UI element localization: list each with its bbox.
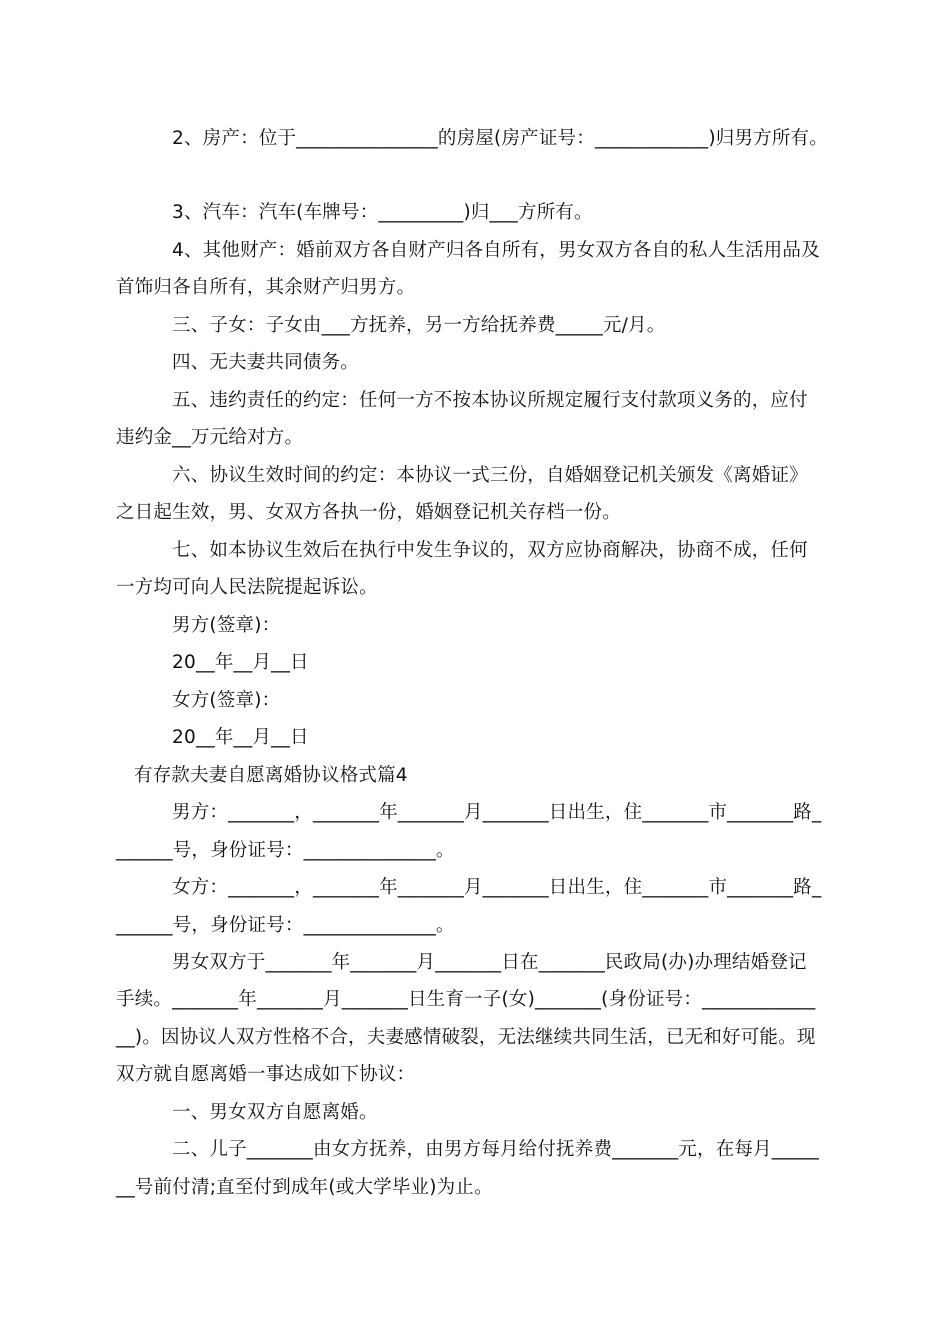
clause-effective-line1: 六、协议生效时间的约定：本协议一式三份，自婚姻登记机关颁发《离婚证》	[172, 465, 808, 486]
marriage-info-line1: 男女双方于_______年_______月_______日在_______民政局(办)办理结婚登记	[172, 952, 807, 973]
signature-female-date: 20__年__月__日	[172, 727, 309, 748]
clause-no-debt: 四、无夫妻共同债务。	[172, 352, 360, 373]
signature-female: 女方(签章)：	[172, 690, 281, 711]
clause-other-property-line1: 4、其他财产：婚前双方各自财产归各自所有，男女双方各自的私人生活用品及	[172, 240, 820, 261]
signature-male-date: 20__年__月__日	[172, 652, 309, 673]
signature-male: 男方(签章)：	[172, 615, 281, 636]
clause-effective-line2: 之日起生效，男、女双方各执一份，婚姻登记机关存档一份。	[116, 502, 621, 523]
party-male-line2: ______号，身份证号：______________。	[116, 840, 455, 861]
marriage-info-line2: 手续。_______年_______月_______日生育一子(女)_______(身份证号：____________	[116, 989, 816, 1010]
clause-dispute-line2: 一方均可向人民法院提起诉讼。	[116, 577, 378, 598]
clause-breach-line2: 违约金__万元给对方。	[116, 427, 304, 448]
section-title: 有存款夫妻自愿离婚协议格式篇4	[134, 765, 408, 786]
clause-property-car: 3、汽车：汽车(车牌号：_________)归___方所有。	[172, 202, 593, 223]
marriage-info-line4: 双方就自愿离婚一事达成如下协议：	[116, 1064, 416, 1085]
marriage-info-line3: __)。因协议人双方性格不合，夫妻感情破裂，无法继续共同生活，已无和好可能。现	[116, 1027, 816, 1048]
party-female-line1: 女方：_______，_______年_______月_______日出生，住_______市_______路_	[172, 877, 822, 898]
clause-property-house: 2、房产：位于_______________的房屋(房产证号：____________)归男方所有。	[172, 128, 828, 149]
party-female-line2: ______号，身份证号：______________。	[116, 915, 455, 936]
clause-children: 三、子女：子女由___方抚养，另一方给抚养费_____元/月。	[172, 315, 666, 336]
clause-divorce: 一、男女双方自愿离婚。	[172, 1102, 378, 1123]
clause-breach-line1: 五、违约责任的约定：任何一方不按本协议所规定履行支付款项义务的，应付	[172, 390, 808, 411]
party-male-line1: 男方：_______，_______年_______月_______日出生，住_______市_______路_	[172, 802, 822, 823]
clause-other-property-line2: 首饰归各自所有，其余财产归男方。	[116, 277, 416, 298]
clause-dispute-line1: 七、如本协议生效后在执行中发生争议的，双方应协商解决，协商不成，任何	[172, 540, 808, 561]
clause-son-support-line1: 二、儿子_______由女方抚养，由男方每月给付抚养费_______元，在每月_____	[172, 1139, 820, 1160]
clause-son-support-line2: __号前付清;直至付到成年(或大学毕业)为止。	[116, 1177, 493, 1198]
